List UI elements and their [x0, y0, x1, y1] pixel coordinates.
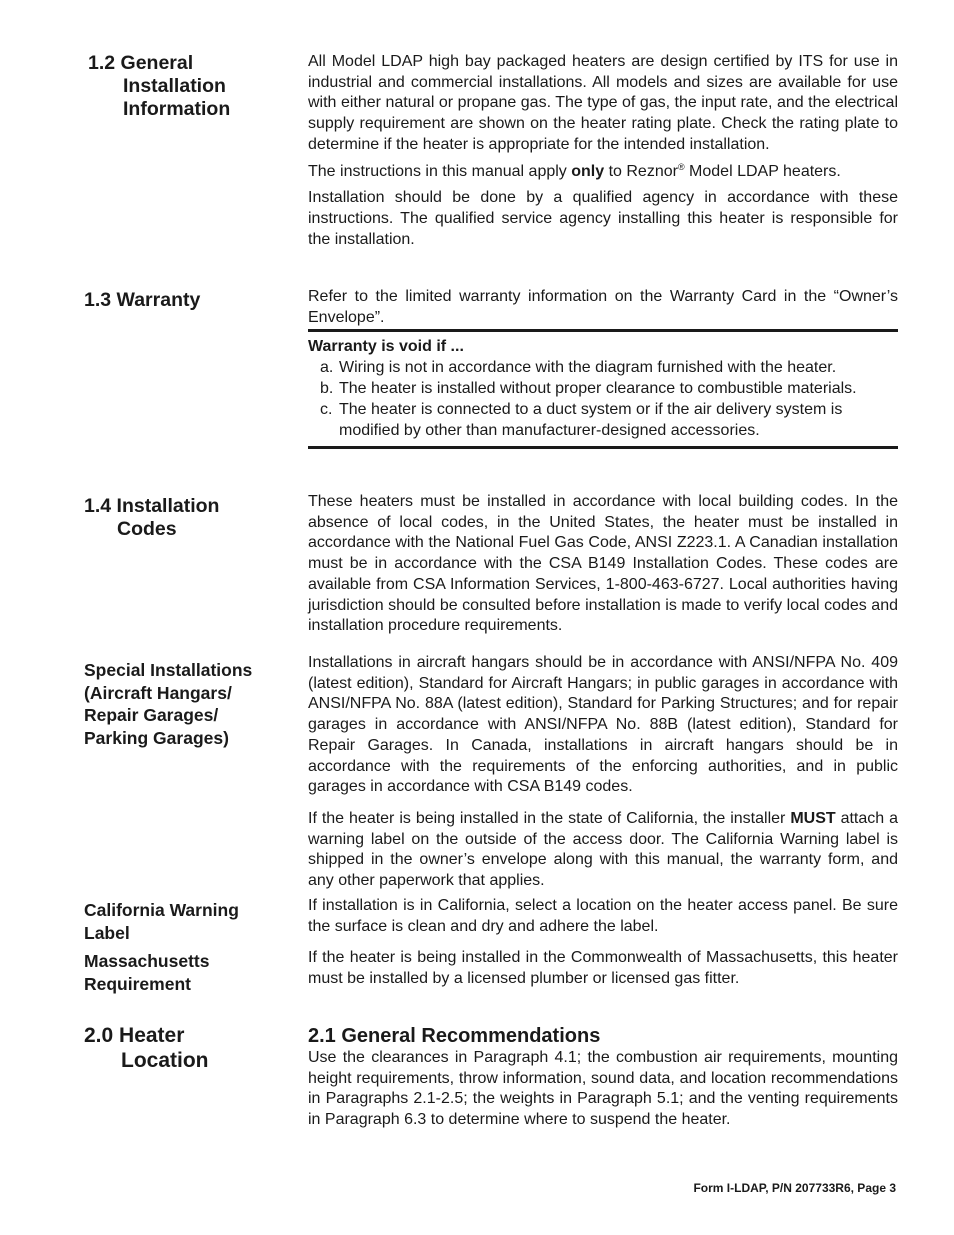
heading-line: Special Installations: [84, 660, 253, 680]
heading-line: (Aircraft Hangars/: [84, 682, 232, 703]
heading-line: Information: [123, 98, 231, 120]
emphasis: MUST: [790, 809, 836, 827]
list-marker: a.: [320, 359, 334, 376]
heading-line: Location: [121, 1049, 209, 1072]
paragraph: Installations in aircraft hangars should be in accordance with ANSI/NFPA No. 409 (latest edition), Standard for Aircraft Hangars; in public garages in accordance with ANSI/NFPA No. 88A (latest edition), Standard for Parking Structures; and for repair garages in accordance with ANSI/NFPA No. 88B (latest edition), Standard for Repair Garages. In Canada, installations in aircraft hangars should be in accordance with the requirements of the enforcing authorities, and in public garages in accordance with CSA B149 codes.: [308, 654, 898, 796]
general-recommendations-section: [308, 1024, 898, 1131]
heading-line: Repair Garages/: [84, 705, 219, 725]
california-warning-text: [308, 896, 898, 937]
warranty-void-box: [308, 329, 898, 449]
list-item: [320, 399, 898, 441]
heading-line: Codes: [117, 518, 177, 540]
warranty-text: [308, 287, 898, 328]
list-marker: b.: [320, 380, 334, 397]
special-installations-text: [308, 653, 898, 892]
paragraph: Refer to the limited warranty information on the Warranty Card in the “Owner’s Envelope”.: [308, 288, 898, 326]
list-text: The heater is installed without proper clearance to combustible materials.: [339, 380, 857, 397]
section-title: 2.1 General Recommendations: [308, 1025, 601, 1047]
heading-line: Massachusetts: [84, 951, 210, 971]
heading-warranty: [84, 289, 284, 312]
paragraph: If the heater is being installed in the Commonwealth of Massachusetts, this heater must be installed by a licensed plumber or licensed gas fitter.: [308, 949, 898, 987]
heading-line: Label: [84, 922, 130, 943]
general-installation-text: [308, 52, 898, 250]
heading-line: 2.0 Heater: [84, 1024, 185, 1047]
list-item: [320, 357, 898, 378]
paragraph: [308, 162, 898, 183]
heading-general-installation: [84, 52, 284, 121]
heading-special-installations: [84, 659, 284, 749]
heading-line: Parking Garages): [84, 727, 229, 748]
warranty-void-list: [308, 357, 898, 441]
text-span: Model LDAP heaters.: [684, 162, 841, 180]
heading-massachusetts-requirement: [84, 950, 284, 995]
text-span: The instructions in this manual apply: [308, 162, 572, 180]
heading-line: Requirement: [84, 973, 191, 994]
massachusetts-requirement-text: [308, 948, 898, 989]
list-text: Wiring is not in accordance with the diagram furnished with the heater.: [339, 359, 837, 376]
heading-california-warning-label: [84, 899, 284, 944]
list-marker: c.: [320, 401, 333, 418]
heading-line: Installation: [123, 75, 226, 97]
heading-line: 1.4 Installation: [84, 495, 220, 517]
page-footer: Form I-LDAP, P/N 207733R6, Page 3: [693, 1181, 896, 1195]
emphasis: only: [571, 162, 605, 180]
paragraph: If installation is in California, select a location on the heater access panel. Be sure the surface is clean and dry and adhere the label.: [308, 897, 898, 935]
text-span: attach a warning label on the outside of the access door. The California Warning label is shipped in the owner’s envelope along with this manual, the warranty form, and any other paperwork that applies.: [308, 809, 899, 890]
heading-line: California Warning: [84, 900, 239, 920]
list-item: [320, 378, 898, 399]
paragraph: Installation should be done by a qualified agency in accordance with these instructions. The qualified service agency installing this heater is responsible for the installation.: [308, 189, 898, 248]
text-span: to Reznor: [604, 162, 678, 180]
text-span: If the heater is being installed in the state of California, the installer: [308, 809, 791, 827]
paragraph: Use the clearances in Paragraph 4.1; the combustion air requirements, mounting height requirements, throw information, sound data, and location recommendations in Paragraphs 2.1-2.5; the weights in Paragraph 5.1; and the venting requirements in Paragraph 6.3 to determine where to suspend the heater.: [308, 1049, 898, 1129]
heading-line: 1.2 General: [88, 52, 194, 74]
paragraph: [308, 809, 898, 892]
heading-heater-location: [84, 1023, 284, 1073]
installation-codes-text: [308, 492, 898, 637]
list-text: The heater is connected to a duct system or if the air delivery system is modified by other than manufacturer-designed accessories.: [339, 401, 843, 439]
heading-line: 1.3 Warranty: [84, 289, 201, 311]
paragraph: These heaters must be installed in accordance with local building codes. In the absence of local codes, in the United States, the heater must be installed in accordance with the National Fuel Gas Code, ANSI Z223.1. A Canadian installation must be in accordance with the CSA B149 Installation Codes. These codes are available from CSA Information Services, 1-800-463-6727. Local authorities having jurisdiction should be consulted before installation is made to verify local codes and installation procedure requirements.: [308, 493, 898, 635]
registered-mark: ®: [677, 161, 685, 172]
warranty-void-title: Warranty is void if ...: [308, 338, 464, 355]
heading-installation-codes: [84, 495, 284, 541]
paragraph: All Model LDAP high bay packaged heaters are design certified by ITS for use in industrial and commercial installations. All models and sizes are available for use with either natural or propane gas. The type of gas, the input rate, and the electrical supply requirement are shown on the heater rating plate. Check the rating plate to determine if the heater is appropriate for the intended installation.: [308, 53, 898, 153]
